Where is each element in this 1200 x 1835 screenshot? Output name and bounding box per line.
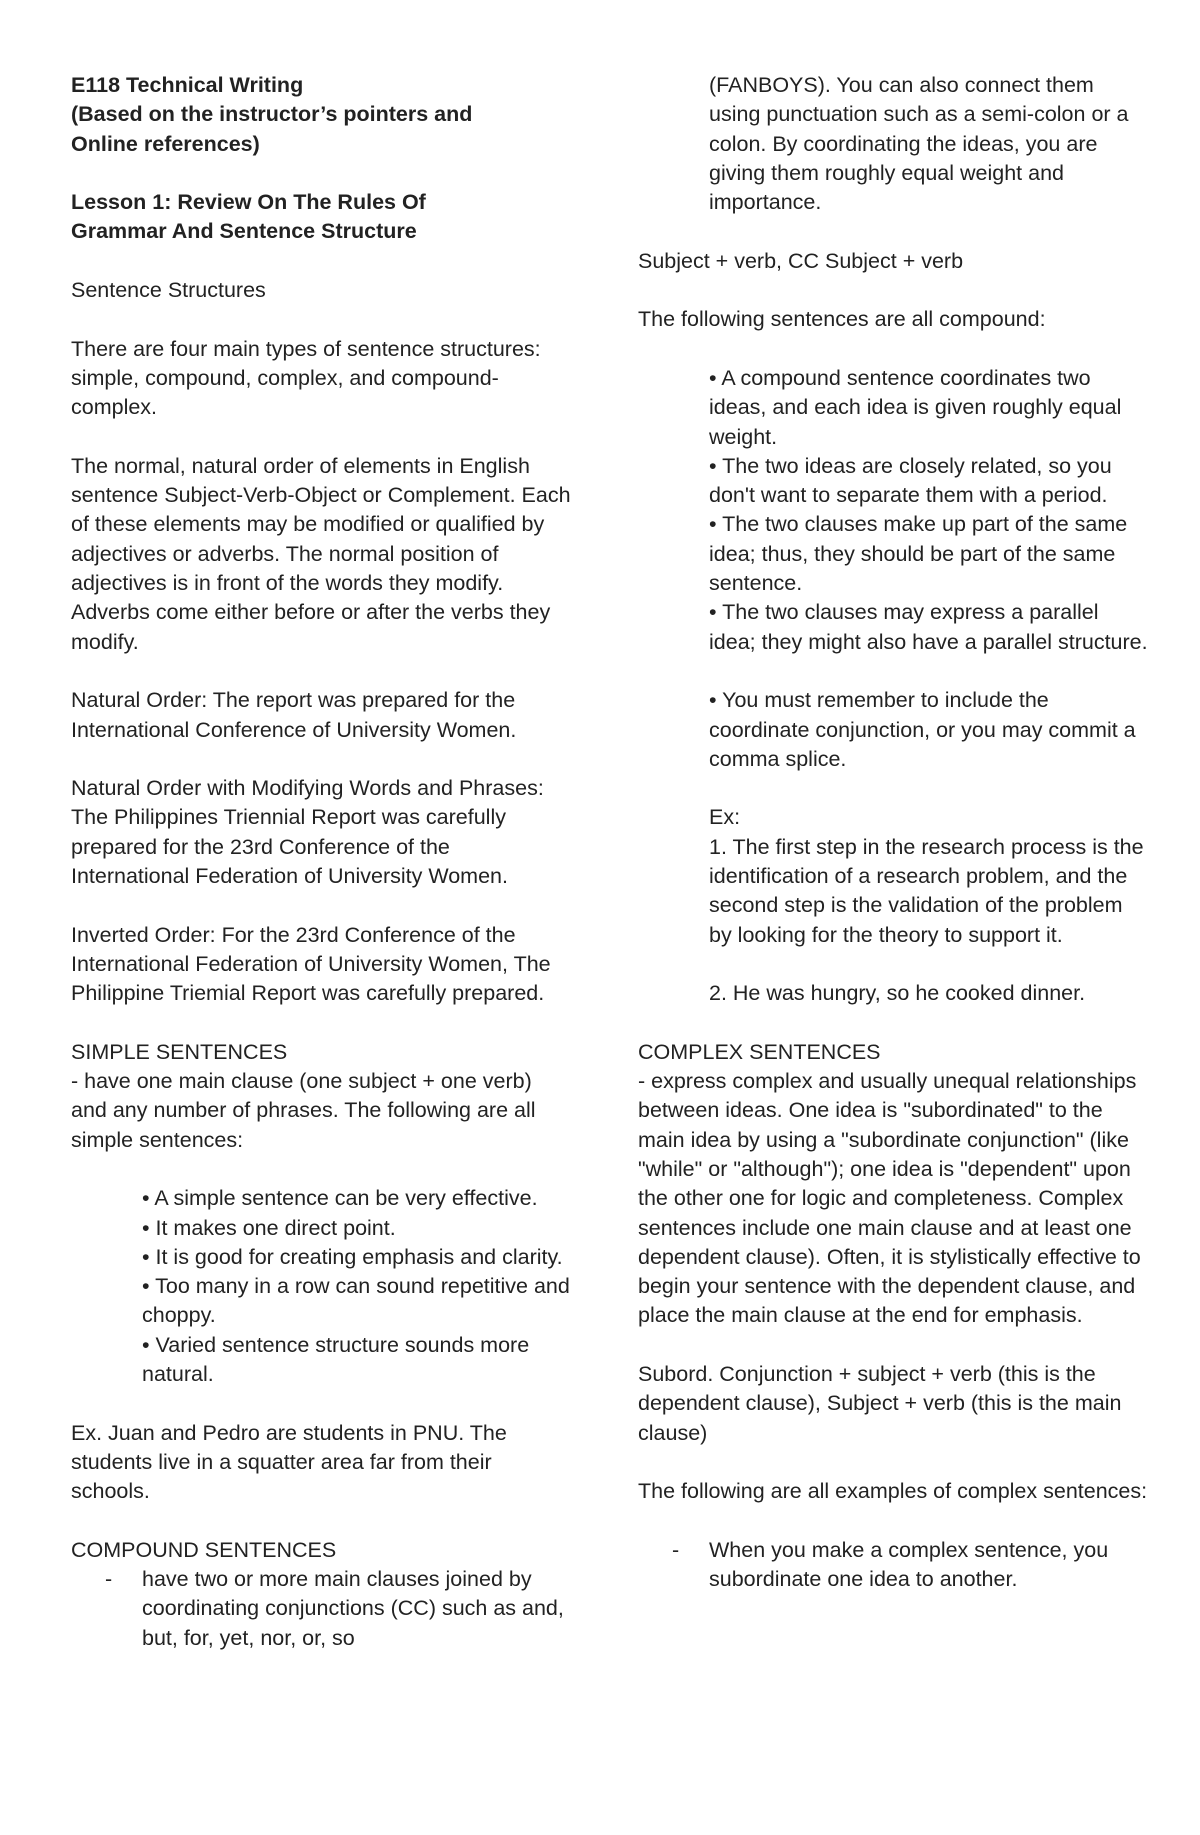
compound-formula: Subject + verb, CC Subject + verb [638, 248, 964, 273]
natural-order-example: Natural Order: The report was prepared for the International Conference of University Women. [71, 688, 517, 742]
complex-sentences-description: - express complex and usually unequal relationships between ideas. One idea is "subordinated" to the main idea by using a "subordinate conjunction" (like "while" or "although"); one idea is "dependent" upon the other one for logic and completeness. Complex sentences include one main clause and at least one dependent clause). Often, it is stylistically effective to begin your sentence with the dependent clause, and place the main clause at the end for emphasis. [638, 1069, 1141, 1328]
bullet-item: • It is good for creating emphasis and clarity. [142, 1244, 563, 1269]
dash-marker: - [672, 1537, 680, 1562]
compound-sentences-description [71, 1565, 571, 1653]
dash-marker: - [105, 1567, 113, 1592]
title-line: Online references) [71, 131, 260, 156]
compound-intro: The following sentences are all compound: [638, 307, 1046, 332]
complex-example-item [638, 1536, 1148, 1595]
bullet-item: • A simple sentence can be very effective. [142, 1186, 538, 1211]
dash-item-text: have two or more main clauses joined by coordinating conjunctions (CC) such as and, but, for, yet, nor, or, so [142, 1567, 564, 1650]
complex-intro: The following are all examples of complex sentences: [638, 1479, 1148, 1504]
bullet-item: • It makes one direct point. [142, 1215, 396, 1240]
compound-description-continued: (FANBOYS). You can also connect them using punctuation such as a semi-colon or a colon. By coordinating the ideas, you are giving them roughly equal weight and importance. [709, 73, 1129, 215]
bullet-item: • Too many in a row can sound repetitive and choppy. [142, 1274, 570, 1328]
compound-bullets [638, 364, 1148, 657]
left-column [71, 71, 571, 1682]
bullet-item: • The two ideas are closely related, so you don't want to separate them with a period. [709, 453, 1112, 508]
bullet-item: • A compound sentence coordinates two ideas, and each idea is given roughly equal weight. [709, 365, 1122, 449]
right-column [638, 71, 1148, 1624]
examples-label: Ex: [709, 805, 741, 830]
sentence-types-paragraph: There are four main types of sentence structures: simple, compound, complex, and compound-complex. [71, 336, 541, 420]
simple-sentences-bullets [71, 1184, 571, 1389]
natural-order-modifying-example: Natural Order with Modifying Words and Phrases: The Philippines Triennial Report was carefully prepared for the 23rd Conference of the International Federation of University Women. [71, 776, 544, 889]
lesson-title [71, 188, 571, 247]
compound-examples [638, 803, 1148, 1008]
section-heading: Sentence Structures [71, 278, 266, 303]
bullet-item: • Varied sentence structure sounds more natural. [142, 1332, 530, 1387]
example-item: 2. He was hungry, so he cooked dinner. [709, 981, 1086, 1006]
simple-sentences-description: - have one main clause (one subject + one verb) and any number of phrases. The following are all simple sentences: [71, 1069, 536, 1152]
lesson-line: Grammar And Sentence Structure [71, 219, 417, 244]
complex-formula: Subord. Conjunction + subject + verb (this is the dependent clause), Subject + verb (this is the main clause) [638, 1362, 1122, 1445]
compound-reminder: • You must remember to include the coordinate conjunction, or you may commit a comma splice. [709, 688, 1136, 771]
title-line: (Based on the instructor’s pointers and [71, 102, 473, 127]
bullet-item: • The two clauses make up part of the same idea; thus, they should be part of the same sentence. [709, 512, 1128, 596]
natural-order-paragraph: The normal, natural order of elements in English sentence Subject-Verb-Object or Complement. Each of these elements may be modified or qualified by adjectives or adverbs. The normal position of adjectives is in front of the words they modify. Adverbs come either before or after the verbs they modify. [71, 453, 571, 654]
inverted-order-example: Inverted Order: For the 23rd Conference of the International Federation of University Women, The Philippine Triemial Report was carefully prepared. [71, 922, 551, 1006]
document-title [71, 71, 571, 159]
bullet-item: • The two clauses may express a parallel idea; they might also have a parallel structure. [709, 600, 1148, 654]
dash-item-text: When you make a complex sentence, you subordinate one idea to another. [709, 1537, 1109, 1592]
complex-sentences-heading: COMPLEX SENTENCES [638, 1039, 881, 1064]
simple-sentences-heading: SIMPLE SENTENCES [71, 1039, 288, 1064]
compound-sentences-heading: COMPOUND SENTENCES [71, 1537, 337, 1562]
simple-sentences-example: Ex. Juan and Pedro are students in PNU. The students live in a squatter area far from their schools. [71, 1420, 507, 1504]
example-item: 1. The first step in the research process is the identification of a research problem, and the second step is the validation of the problem by looking for the theory to support it. [709, 834, 1144, 947]
title-line: E118 Technical Writing [71, 73, 304, 97]
lesson-line: Lesson 1: Review On The Rules Of [71, 190, 426, 215]
